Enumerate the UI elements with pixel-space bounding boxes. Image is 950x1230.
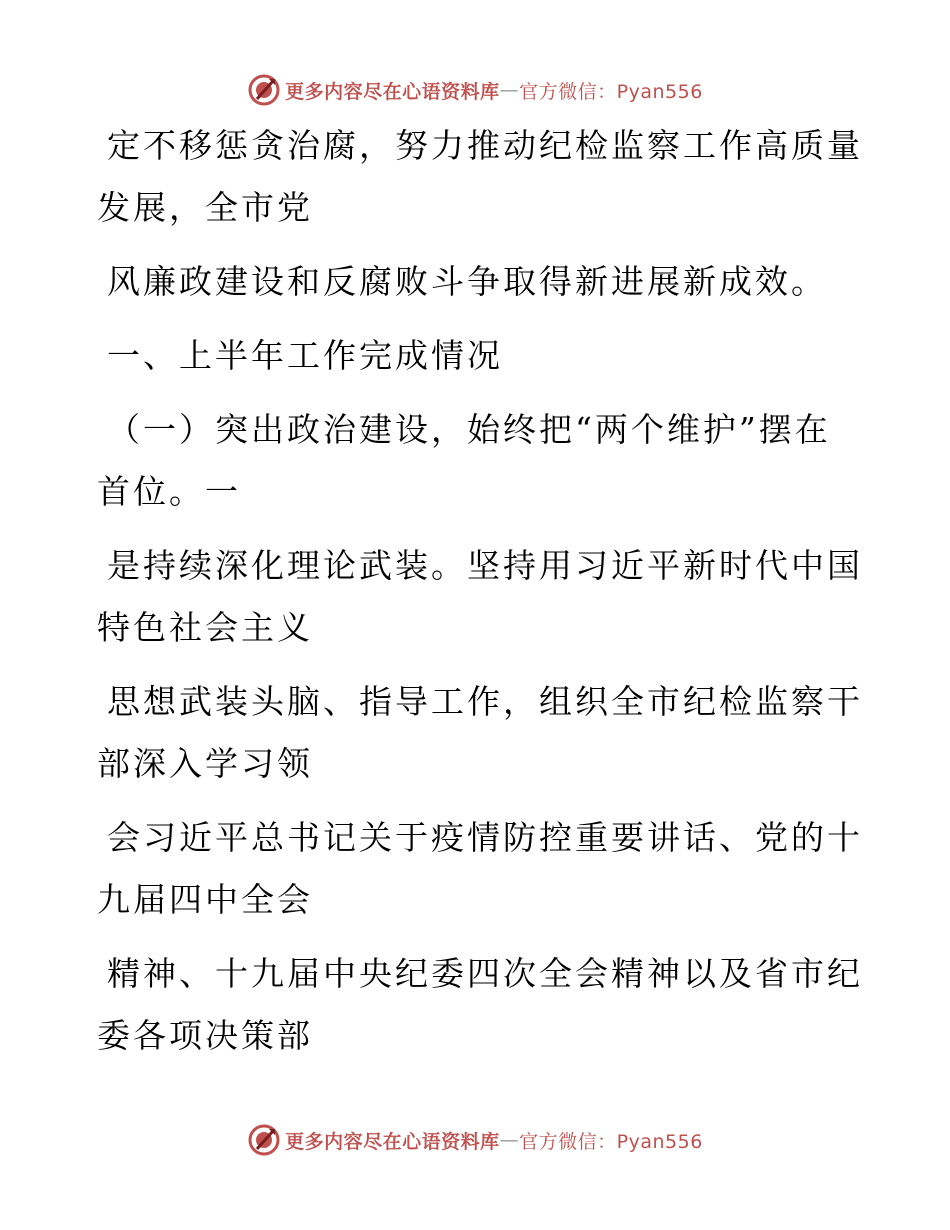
paragraph-line: 风廉政建设和反腐败斗争取得新进展新成效。 <box>107 262 827 301</box>
paragraph-line: 会习近平总书记关于疫情防控重要讲话、党的十 <box>107 818 863 857</box>
paragraph-line: 思想武装头脑、指导工作，组织全市纪检监察干 <box>107 682 863 721</box>
banner-wechat-text: 官方微信：Pyan556 <box>519 1130 703 1153</box>
banner-main-text: 更多内容尽在心语资料库 <box>285 80 500 103</box>
paragraph-line: 九届四中全会 <box>97 880 313 919</box>
paragraph <box>97 115 863 239</box>
paragraph-line: 首位。一 <box>97 472 241 511</box>
banner-wechat-text: 官方微信：Pyan556 <box>519 80 703 103</box>
document-body <box>97 115 863 1079</box>
brand-logo-icon <box>247 73 281 107</box>
paragraph <box>97 535 863 659</box>
paragraph <box>97 251 857 313</box>
paragraph-line: 特色社会主义 <box>97 608 313 647</box>
paragraph-line: （一）突出政治建设，始终把“两个维护”摆在 <box>107 410 831 449</box>
paragraph-line: 委各项决策部 <box>97 1016 313 1055</box>
paragraph <box>97 399 857 523</box>
paragraph <box>97 671 863 795</box>
banner-separator: — <box>499 1129 520 1151</box>
section-heading <box>97 325 857 387</box>
paragraph-line: 部深入学习领 <box>97 744 313 783</box>
brand-logo-icon <box>247 1123 281 1157</box>
paragraph <box>97 943 863 1067</box>
paragraph-line: 一、上半年工作完成情况 <box>107 336 503 375</box>
paragraph-line: 精神、十九届中央纪委四次全会精神以及省市纪 <box>107 954 863 993</box>
banner-separator: — <box>499 79 520 101</box>
paragraph-line: 定不移惩贪治腐，努力推动纪检监察工作高质量 <box>107 126 863 165</box>
footer-banner <box>0 1120 950 1160</box>
paragraph <box>97 807 863 931</box>
banner-main-text: 更多内容尽在心语资料库 <box>285 1130 500 1153</box>
paragraph-line: 是持续深化理论武装。坚持用习近平新时代中国 <box>107 546 863 585</box>
paragraph-line: 发展，全市党 <box>97 188 313 227</box>
header-banner <box>0 70 950 110</box>
